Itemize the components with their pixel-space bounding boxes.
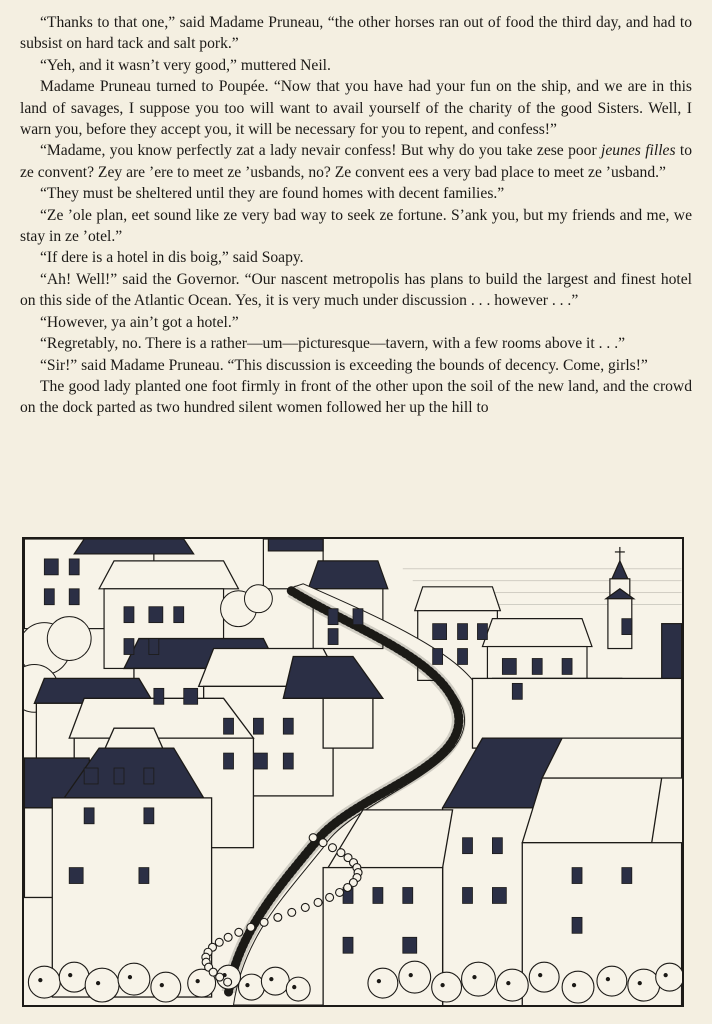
crowd-head (562, 971, 594, 1003)
marching-figure (260, 918, 268, 926)
marching-figure (319, 839, 327, 847)
window (403, 937, 417, 953)
marching-figure (274, 913, 282, 921)
window (622, 619, 632, 635)
marching-figure (216, 973, 224, 981)
window (144, 808, 154, 824)
paragraph-11: “Sir!” said Madame Pruneau. “This discussion is exceeding the bounds of decency. Come, girls!” (40, 356, 648, 374)
crowd-eye (539, 974, 542, 977)
crowd-head (85, 968, 119, 1002)
window (403, 888, 413, 904)
paragraph-6: “Ze ’ole plan, eet sound like ze very bad way to seek ze fortune. S’ank you, but my friends and me, we stay in ze ’otel.” (20, 206, 692, 246)
window (124, 639, 134, 655)
crowd-head (496, 969, 528, 1001)
window (253, 753, 267, 769)
marching-figure (336, 889, 344, 897)
window (458, 649, 468, 665)
crowd-eye (246, 983, 249, 986)
crowd-head (59, 962, 89, 992)
crowd-eye (638, 982, 641, 985)
crowd-head (261, 967, 289, 995)
window (463, 888, 473, 904)
crowd-head (368, 968, 398, 998)
window (149, 607, 163, 623)
window (353, 609, 363, 625)
paragraph-4 (20, 140, 692, 183)
crowd-head (286, 977, 310, 1001)
paragraph-2: “Yeh, and it wasn’t very good,” muttered Neil. (40, 56, 331, 74)
window (224, 718, 234, 734)
crowd-eye (196, 980, 199, 983)
window (69, 559, 79, 575)
paragraph-12: The good lady planted one foot firmly in front of the other upon the soil of the new land, and the crowd on the dock parted as two hundred silent women followed her up the hill to (20, 377, 692, 417)
window (477, 624, 487, 640)
window (84, 768, 98, 784)
window (492, 838, 502, 854)
crowd-eye (606, 978, 609, 981)
window (283, 753, 293, 769)
paragraph-4-end: to ze convent? Zey are ’ere to meet ze ’usbands, no? Ze convent ees a very bad place to meet ze ’usband.” (20, 142, 693, 181)
window (144, 768, 154, 784)
window (44, 589, 54, 605)
marching-figure (247, 923, 255, 931)
window (149, 639, 159, 655)
crowd-eye (441, 983, 444, 986)
window (328, 609, 338, 625)
marching-figure (224, 978, 232, 986)
window (532, 658, 542, 674)
marching-figure (337, 849, 345, 857)
paragraph-4-italic: jeunes filles (601, 142, 676, 160)
crowd-head (399, 961, 431, 993)
marching-figure (344, 884, 352, 892)
window (224, 753, 234, 769)
crowd-head (628, 969, 660, 1001)
window (433, 649, 443, 665)
crowd-eye (160, 983, 163, 986)
crowd-eye (97, 982, 100, 985)
marching-figure (215, 938, 223, 946)
marching-figure (235, 928, 243, 936)
window (572, 917, 582, 933)
crowd-eye (128, 976, 131, 979)
window (492, 888, 506, 904)
paragraph-1: “Thanks to that one,” said Madame Pruneau, “the other horses ran out of food the third day, and had to subsist on hard tack and salt pork.” (20, 14, 692, 53)
paragraph-3: Madame Pruneau turned to Poupée. “Now that you have had your fun on the ship, and we are in this land of savages, I suppose you too will want to avail yourself of the charity of the good Sisters. Well, I warn you, before they accept you, it will be necessary for you to repent, and confess!” (20, 78, 692, 139)
window (154, 688, 164, 704)
story-text (20, 12, 692, 419)
window (69, 589, 79, 605)
crowd-head (529, 962, 559, 992)
window (184, 688, 198, 704)
paragraph-8: “Ah! Well!” said the Governor. “Our nascent metropolis has plans to build the largest and finest hotel on this side of the Atlantic Ocean. Yes, it is very much under discussion . . . however . . .” (20, 270, 692, 310)
crowd-head (656, 963, 682, 991)
marching-figure (288, 908, 296, 916)
window (463, 838, 473, 854)
window (433, 624, 447, 640)
crowd-eye (664, 974, 667, 977)
crowd-head (238, 974, 264, 1000)
window (283, 718, 293, 734)
window (572, 868, 582, 884)
marching-figure (301, 903, 309, 911)
window (343, 937, 353, 953)
crowd-eye (293, 985, 296, 988)
marching-figure (309, 834, 317, 842)
crowd-eye (507, 982, 510, 985)
window (84, 808, 94, 824)
crowd-eye (572, 983, 575, 986)
crowd-eye (39, 979, 42, 982)
window (458, 624, 468, 640)
crowd-head (462, 962, 496, 996)
window (512, 683, 522, 699)
crowd-head (597, 966, 627, 996)
crowd-head (432, 972, 462, 1002)
window (114, 768, 124, 784)
window (562, 658, 572, 674)
marching-figure (224, 933, 232, 941)
crowd-eye (377, 980, 380, 983)
marching-figure (314, 898, 322, 906)
window (622, 868, 632, 884)
window (253, 718, 263, 734)
crowd-head (28, 966, 60, 998)
window (373, 888, 383, 904)
crowd-eye (270, 978, 273, 981)
crowd-eye (69, 974, 72, 977)
window (174, 607, 184, 623)
paragraph-4-start: “Madame, you know perfectly zat a lady nevair confess! But why do you take zese poor (40, 142, 602, 160)
marching-figure (329, 844, 337, 852)
paragraph-9: “However, ya ain’t got a hotel.” (40, 313, 239, 331)
town-illustration (22, 537, 684, 1007)
window (69, 868, 83, 884)
paragraph-5: “They must be sheltered until they are found homes with decent families.” (40, 185, 505, 203)
paragraph-10: “Regretably, no. There is a rather—um—picturesque—tavern, with a few rooms above it . . .” (40, 335, 626, 353)
town-scene-drawing (24, 539, 682, 1005)
window (44, 559, 58, 575)
window (124, 607, 134, 623)
window (139, 868, 149, 884)
crowd-eye (409, 974, 412, 977)
crowd-head (151, 972, 181, 1002)
crowd-eye (473, 976, 476, 979)
marching-figure (326, 893, 334, 901)
window (328, 629, 338, 645)
paragraph-7: “If dere is a hotel in dis boig,” said Soapy. (40, 249, 304, 267)
window (502, 658, 516, 674)
crowd-head (118, 963, 150, 995)
